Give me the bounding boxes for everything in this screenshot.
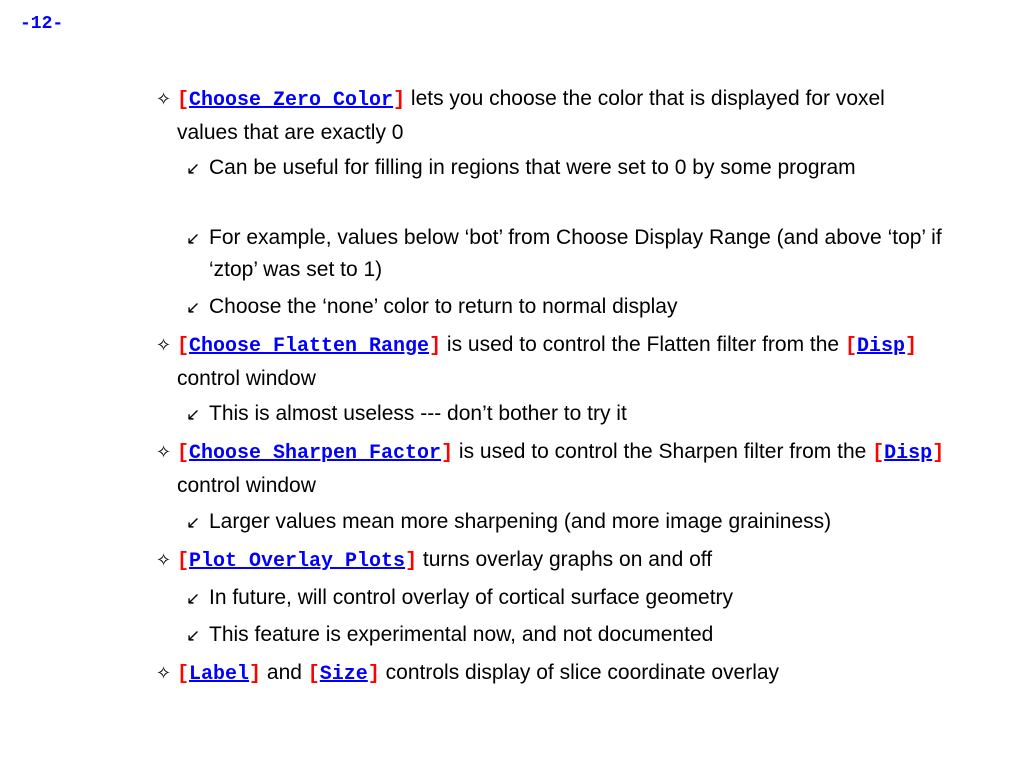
choose-flatten-range-button[interactable]: [Choose Flatten Range] bbox=[177, 335, 442, 358]
bullet-item-sharpen-factor bbox=[156, 436, 947, 502]
arrow-bullet-icon: ↙ bbox=[186, 229, 201, 248]
bullet-item-flatten-range bbox=[156, 329, 947, 395]
arrow-bullet-icon: ↙ bbox=[186, 513, 201, 532]
diamond-bullet-icon: ✧ bbox=[156, 663, 172, 683]
item-text-tail: control window bbox=[177, 367, 316, 390]
diamond-bullet-icon: ✧ bbox=[156, 335, 172, 355]
page-number: -12- bbox=[20, 14, 64, 34]
choose-zero-color-button[interactable]: [Choose Zero Color] bbox=[177, 89, 406, 112]
item-text: lets you choose the color that is displayed for voxel values that are exactly 0 bbox=[177, 87, 885, 144]
plot-overlay-plots-button[interactable]: [Plot Overlay Plots] bbox=[177, 550, 418, 573]
diamond-bullet-icon: ✧ bbox=[156, 442, 172, 462]
label-button[interactable]: [Label] bbox=[177, 663, 262, 686]
sub-item-text: Larger values mean more sharpening (and more image graininess) bbox=[209, 510, 832, 533]
sub-item-text: This feature is experimental now, and not documented bbox=[209, 623, 714, 646]
disp-button[interactable]: [Disp] bbox=[872, 442, 945, 465]
item-text: controls display of slice coordinate overlay bbox=[385, 661, 780, 684]
item-text: is used to control the Sharpen filter from the bbox=[458, 440, 867, 463]
sub-bullet-item bbox=[186, 582, 949, 614]
arrow-bullet-icon: ↙ bbox=[186, 298, 201, 317]
arrow-bullet-icon: ↙ bbox=[186, 405, 201, 424]
sub-item-text: Choose the ‘none’ color to return to normal display bbox=[209, 295, 678, 318]
disp-button[interactable]: [Disp] bbox=[844, 335, 917, 358]
choose-sharpen-factor-button[interactable]: [Choose Sharpen Factor] bbox=[177, 442, 454, 465]
arrow-bullet-icon: ↙ bbox=[186, 159, 201, 178]
sub-bullet-item bbox=[186, 398, 949, 430]
sub-bullet-item bbox=[186, 619, 949, 651]
diamond-bullet-icon: ✧ bbox=[156, 89, 172, 109]
bullet-item-zero-color bbox=[156, 83, 947, 149]
bullet-item-plot-overlay bbox=[156, 544, 947, 578]
sub-item-text: For example, values below ‘bot’ from Choose Display Range (and above ‘top’ if ‘ztop’ was set to 1) bbox=[209, 226, 942, 281]
arrow-bullet-icon: ↙ bbox=[186, 626, 201, 645]
sub-bullet-item bbox=[186, 506, 949, 538]
sub-bullet-item bbox=[186, 291, 949, 323]
sub-item-text: Can be useful for filling in regions that were set to 0 by some program bbox=[209, 156, 856, 179]
item-text: is used to control the Flatten filter from the bbox=[446, 333, 840, 356]
diamond-bullet-icon: ✧ bbox=[156, 550, 172, 570]
item-connector-text: and bbox=[266, 661, 302, 684]
sub-bullet-item bbox=[186, 152, 949, 184]
bullet-item-label-size bbox=[156, 657, 947, 691]
arrow-bullet-icon: ↙ bbox=[186, 589, 201, 608]
sub-bullet-item bbox=[186, 222, 949, 286]
size-button[interactable]: [Size] bbox=[307, 663, 380, 686]
sub-item-text: This is almost useless --- don’t bother to try it bbox=[209, 402, 627, 425]
item-text-tail: control window bbox=[177, 474, 316, 497]
sub-item-text: In future, will control overlay of cortical surface geometry bbox=[209, 586, 734, 609]
item-text: turns overlay graphs on and off bbox=[422, 548, 713, 571]
